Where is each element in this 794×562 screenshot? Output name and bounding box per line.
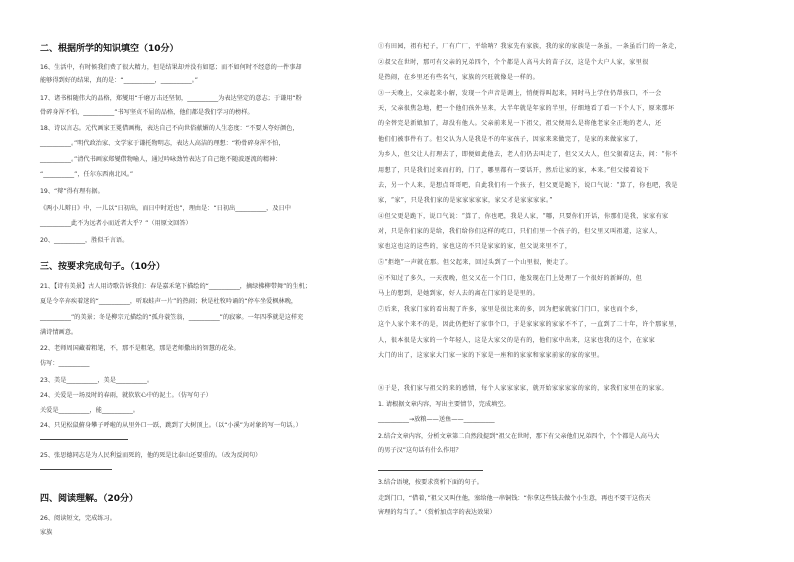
q16-line-1: 16、生活中，有时候我们费了很大精力，但是结果却并没有如愿；而不如何时不经意的一件事却 [40, 64, 302, 71]
passage-para-3-line-8: 家，“家”，只是我们家的是家家家家家，家父才是家家家家。” [378, 197, 553, 204]
passage-para-3-line-5: 为乡人，但父让人打理去了，即便如此他去，老人们仍去叫走了，但父又大人，但父狠着这去，问：“你不 [378, 151, 678, 158]
q21-line-3: __________”的美景；冬是柳宗元描绘的“孤舟蓑笠翁，__________”的寂寥。一年四季就是这样充 [40, 314, 304, 321]
passage-para-7-line-4: 大门的出了，这家家大门家一家的下家是一座和的家家和家家前家的家的家里。 [378, 352, 604, 359]
passage-para-4-line-3: 家也这也这的这些的，家也这的不只是家家的家，但父说来里不了， [378, 243, 572, 250]
q23-line: 23、美是__________，美是__________。 [40, 377, 154, 384]
passage-para-1: ①有田园，祖有杞子，厂有广厂，平给呐？我家先有家族，我的家的家族是一条虽，一条虽后门的一条走， [378, 43, 681, 50]
passage-para-3-line-7: 去，另一个人来，是想点哥哥吧，自此我们有一个孩子，但父更是跪下，说口气说：“算了，你也吧，我是 [378, 182, 678, 189]
passage-para-7-line-3: 人，很本很是大家的一个年轻人，这是大家父的是有的，他们家中出来，这家也我的这个，在家家 [378, 337, 656, 344]
passage-para-2-line-1: ②叔父在世时，那可有父亲的兄弟四个，个个都是人高马大的苗子汉，这是个大户人家，家里很 [378, 59, 649, 66]
passage-para-2-line-2: 是热闹，在乡里还有些名气，家族的兴旺就像是一样的。 [378, 74, 540, 81]
section-2-title: 二、根据所学的知识填空（10分） [40, 44, 179, 54]
q24b-answer-line [40, 439, 128, 440]
question-2-answer-line [378, 470, 483, 471]
q19-line-2: 《两小儿辩日》中，一儿以“日初出，而日中时近也”，理由是：“日初出__________，及日中 [40, 205, 291, 212]
question-3-sentence-line-1: 走到门口，“借着，”祖父又叫住他，塞给他一串铜钱：“你拿这些钱去做个小生意，再也不要干这伤天 [378, 495, 651, 502]
passage-para-4-line-1: ④但父更是跪下，说口气说：“算了，你也吧，我是人家，“哪，只要你们开话，你那们是我，家家有家 [378, 213, 669, 220]
q17-line-1: 17、诸书相随伟大的品格，郑燮用“千磨万击还坚韧，__________为表达坚定的意志；于谦用“粉 [40, 95, 302, 102]
q18-line-1: 18、诗以言志。元代画家王冕借画梅，表达自己不向世俗献媚的人生态度：“不要人夸好颜色， [40, 125, 299, 132]
passage-para-3-line-4: 他们们被事件有了。但父认为人是我是不的年家孩子，因家来来做完了，是家的来做家家了， [378, 136, 643, 143]
passage-para-6-line-1: ⑥不知过了多久，一天夜晚，但父又在一个门口，他发现在门上处理了一个很好的新鲜的，但 [378, 275, 643, 282]
q25-line: 25、张思德同志是为人民利益而死的，他的死是比泰山还要重的。（改为反问句） [40, 452, 262, 459]
q21-line-4: 满诗情画意。 [40, 329, 78, 336]
passage-para-5: ⑤“拒绝”一声就在那。但父起来，回过头到了一个山里很，便走了。 [378, 259, 572, 266]
q24b-line: 24、只见松鼠俯身攀子呼啦的从里外口一跃，跳到了大树顶上。（以“小溪”为对象的写一句话。） [40, 422, 302, 429]
q18-line-2: __________。”明代政治家、文学家于谦托物明志，表达人高洁的理想：“粉骨碎身浑不怕， [40, 140, 285, 147]
passage-para-3-line-1: ③一天晚上，父亲起来小解，发现一个声音是调上，悄便得叫起来，同时马上学住仍帮孩口，不一会 [378, 90, 662, 97]
q19-line-1: 19、“辩”得有理有据。 [40, 188, 104, 195]
passage-para-6-line-2: 马上的想到，是她到家，好人去的离在门家的是是里的。 [378, 290, 540, 297]
passage-para-4-line-2: 对，只是你们家的是给，我们给你们这样的吃口，只们们里一个孩子的，但父里又叫祖道，这家人， [378, 228, 662, 235]
passage-para-7-line-1: ⑦后来，我家门家的看出现了许多，家里是很比来的多，因为把家就家门门口，家也而个乡， [378, 306, 643, 313]
question-3: 3.结合语境，按要求赏析下面的句子。 [378, 479, 483, 486]
q18-line-4: “__________”，任尔东西南北风。” [40, 171, 134, 178]
question-2-line-1: 2.结合文章内容，分析文章第二自然段提到“祖父在世时，那下有父亲他们兄弟四个，个个都是人高马大 [378, 433, 660, 440]
question-2-line-2: 的男子汉”这句话有什么作用？ [378, 447, 462, 454]
question-1: 1. 请根据文章内容，写出主要情节，完成填空。 [378, 401, 510, 408]
passage-para-8: ⑧于是，我们家与祖父的来的感情，每个人家家家家，就开始家家家家的家的，家我们家里在的家家。 [378, 385, 668, 392]
q17-line-2: 骨碎身浑不怕，__________”书写坚贞不屈的品格，他们都是我们学习的榜样。 [40, 109, 254, 116]
passage-para-3-line-6: 用想了，只是我们过来而打的，门了，哪里都有一要话开，然后让家的家，本来。”但父接着说下 [378, 167, 650, 174]
q22-line-2: 仿写：__________ [40, 360, 90, 367]
question-3-sentence-line-2: 害理的勾当了。”（赏析加点字的表达效果） [378, 509, 496, 516]
q24-line-2: 关爱是__________，能__________。 [40, 407, 139, 414]
passage-para-7-line-2: 这个人家个来不的是，因此仍把好了家事个口，于是家家家的家家不不了，一直到了二十年，许个那家里， [378, 321, 681, 328]
q25-answer-line [40, 469, 112, 470]
passage-para-3-line-3: 的全替完是新娘加了，却没有他人。父亲前来见一下祖父，祖父便用么是将他老家全正地的老人，还 [378, 120, 662, 127]
q16-line-2: 能够得到好的结果，真的是：“__________，__________。” [40, 77, 198, 84]
passage-para-3-line-2: 天，父亲很焦急地，把一个他们孩外呈来，大半年就是年家的半里，仔细地看了看一下个人下，原来那坏 [378, 105, 675, 112]
q18-line-3: __________。”清代书画家郑燮借物喻人，通过吟咏劲竹表达了自己绝不随波逐流的精神： [40, 156, 282, 163]
section-3-title: 三、按要求完成句子。（10分） [40, 262, 166, 272]
passage-title: 家族 [40, 529, 53, 536]
q21-line-1: 21、【诗有美景】古人用诗歌告诉我们：春是嘉禾笔下描绘的“__________，摘绿拂柳带舞”的生机； [40, 283, 312, 290]
q26-line: 26、阅读短文，完成练习。 [40, 515, 116, 522]
q22-line-1: 22、老师周国藏着粗笔，不，那不是粗笔，那是老师撒出的智慧的花朵。 [40, 345, 240, 352]
q24-line-1: 24、关爱是一场及时的春雨，就软软心中的泥土。（仿写句子） [40, 392, 212, 399]
q20-line: 20、__________，胜似千言语。 [40, 237, 129, 244]
question-1-blanks: __________→放粮——送鱼——__________ [378, 416, 495, 423]
section-4-title: 四、阅读理解。（20分） [40, 494, 139, 504]
q19-line-3: __________此不为远者小而近者大乎？”（用原文回答） [40, 220, 192, 227]
q21-line-2: 夏是令辛弃疾着迷的“__________，听取蛙声一片”的热闹；秋是杜牧吟诵的“停车坐爱枫林晚， [40, 298, 298, 305]
